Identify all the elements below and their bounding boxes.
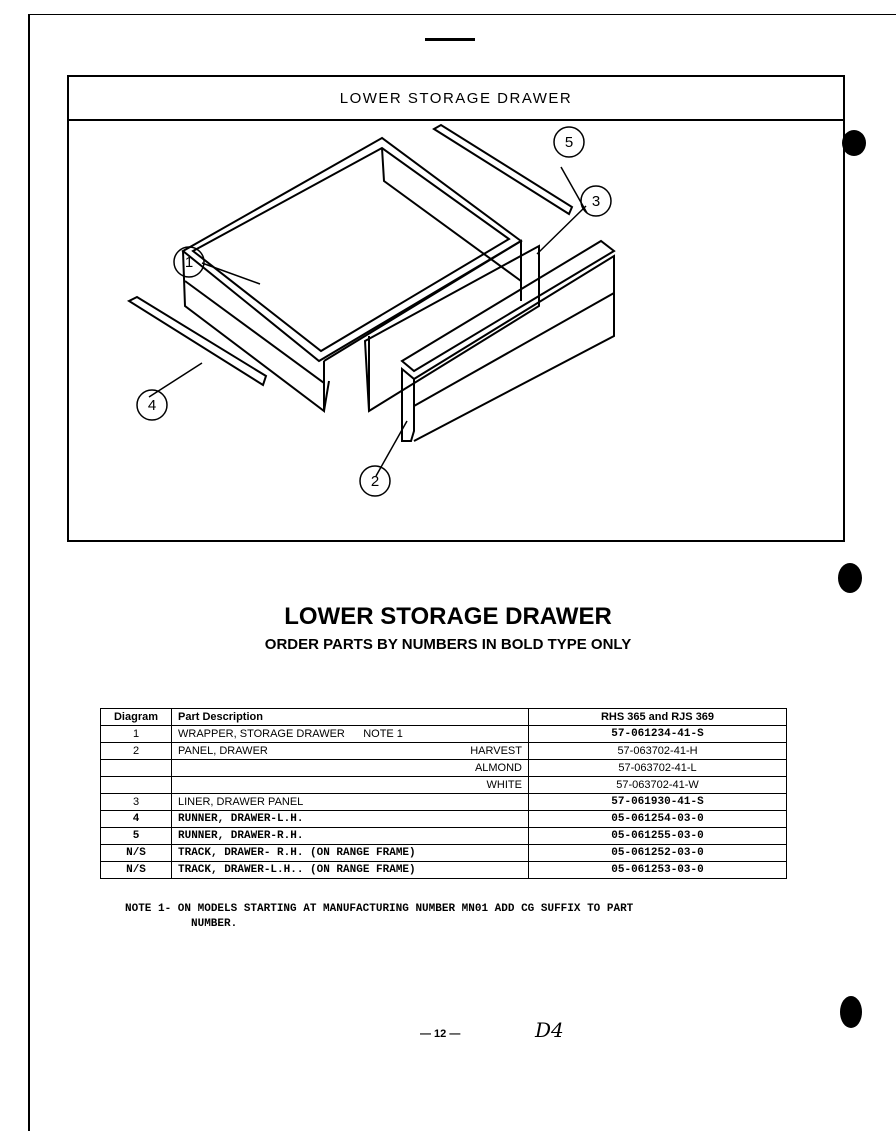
color-variant: WHITE	[486, 779, 522, 791]
page-number: — 12 —	[420, 1028, 461, 1040]
cell-part-number: 57-063702-41-H	[529, 743, 787, 760]
section-heading: LOWER STORAGE DRAWER	[284, 603, 612, 630]
runner-left-part	[129, 297, 266, 385]
description-text: WRAPPER, STORAGE DRAWER NOTE 1	[178, 728, 403, 740]
table-row	[101, 760, 787, 777]
cell-description	[172, 777, 529, 794]
handwritten-mark: D4	[535, 1018, 564, 1042]
top-mark	[425, 38, 475, 41]
description-text: TRACK, DRAWER- R.H. (ON RANGE FRAME)	[178, 847, 416, 859]
description-text: LINER, DRAWER PANEL	[178, 796, 304, 808]
cell-description	[172, 828, 529, 845]
table-row	[101, 845, 787, 862]
table-row	[101, 811, 787, 828]
exploded-drawer-diagram	[69, 121, 843, 538]
binder-hole	[842, 130, 866, 156]
cell-part-number: 05-061255-03-0	[529, 828, 787, 845]
cell-part-number: 57-063702-41-L	[529, 760, 787, 777]
table-header-row	[101, 709, 787, 726]
table-row	[101, 726, 787, 743]
table-row	[101, 862, 787, 879]
cell-part-number: 05-061253-03-0	[529, 862, 787, 879]
cell-diagram	[101, 760, 172, 777]
cell-diagram: 3	[101, 794, 172, 811]
callout-label-4: 4	[147, 397, 157, 414]
callout-label-2: 2	[370, 473, 380, 490]
cell-description	[172, 760, 529, 777]
diagram-title: LOWER STORAGE DRAWER	[69, 77, 843, 121]
cell-diagram: N/S	[101, 845, 172, 862]
cell-part-number: 05-061252-03-0	[529, 845, 787, 862]
footnote	[125, 902, 785, 932]
description-text: PANEL, DRAWER	[178, 745, 268, 757]
cell-description	[172, 862, 529, 879]
binder-hole	[838, 563, 862, 593]
cell-description	[172, 811, 529, 828]
diagram-frame	[67, 75, 845, 542]
cell-diagram: 2	[101, 743, 172, 760]
cell-diagram: 4	[101, 811, 172, 828]
parts-table	[100, 708, 787, 879]
description-text: RUNNER, DRAWER-R.H.	[178, 830, 304, 842]
header-diagram: Diagram	[101, 709, 172, 726]
callout-label-3: 3	[591, 193, 601, 210]
table-row	[101, 828, 787, 845]
cell-diagram	[101, 777, 172, 794]
cell-description	[172, 845, 529, 862]
callout-label-1: 1	[184, 254, 194, 271]
cell-diagram: 5	[101, 828, 172, 845]
callout-label-5: 5	[564, 134, 574, 151]
cell-part-number: 57-061930-41-S	[529, 794, 787, 811]
footnote-line-1: NOTE 1- ON MODELS STARTING AT MANUFACTURING NUMBER MN01 ADD CG SUFFIX TO PART	[125, 903, 634, 915]
header-description: Part Description	[172, 709, 529, 726]
footnote-line-2: NUMBER.	[191, 918, 238, 930]
section-subheading: ORDER PARTS BY NUMBERS IN BOLD TYPE ONLY	[264, 636, 632, 653]
table-row	[101, 794, 787, 811]
cell-description	[172, 743, 529, 760]
binder-hole	[840, 996, 862, 1028]
table-row	[101, 777, 787, 794]
description-text: RUNNER, DRAWER-L.H.	[178, 813, 304, 825]
color-variant: ALMOND	[474, 762, 522, 774]
cell-diagram: 1	[101, 726, 172, 743]
color-variant: HARVEST	[470, 745, 522, 757]
table-row	[101, 743, 787, 760]
callout-circles	[137, 127, 611, 496]
cell-part-number: 57-063702-41-W	[529, 777, 787, 794]
drawer-liner-part	[365, 246, 539, 411]
cell-diagram: N/S	[101, 862, 172, 879]
cell-description	[172, 794, 529, 811]
cell-description	[172, 726, 529, 743]
header-part-number: RHS 365 and RJS 369	[529, 709, 787, 726]
cell-part-number: 05-061254-03-0	[529, 811, 787, 828]
description-text: TRACK, DRAWER-L.H.. (ON RANGE FRAME)	[178, 864, 416, 876]
cell-part-number: 57-061234-41-S	[529, 726, 787, 743]
